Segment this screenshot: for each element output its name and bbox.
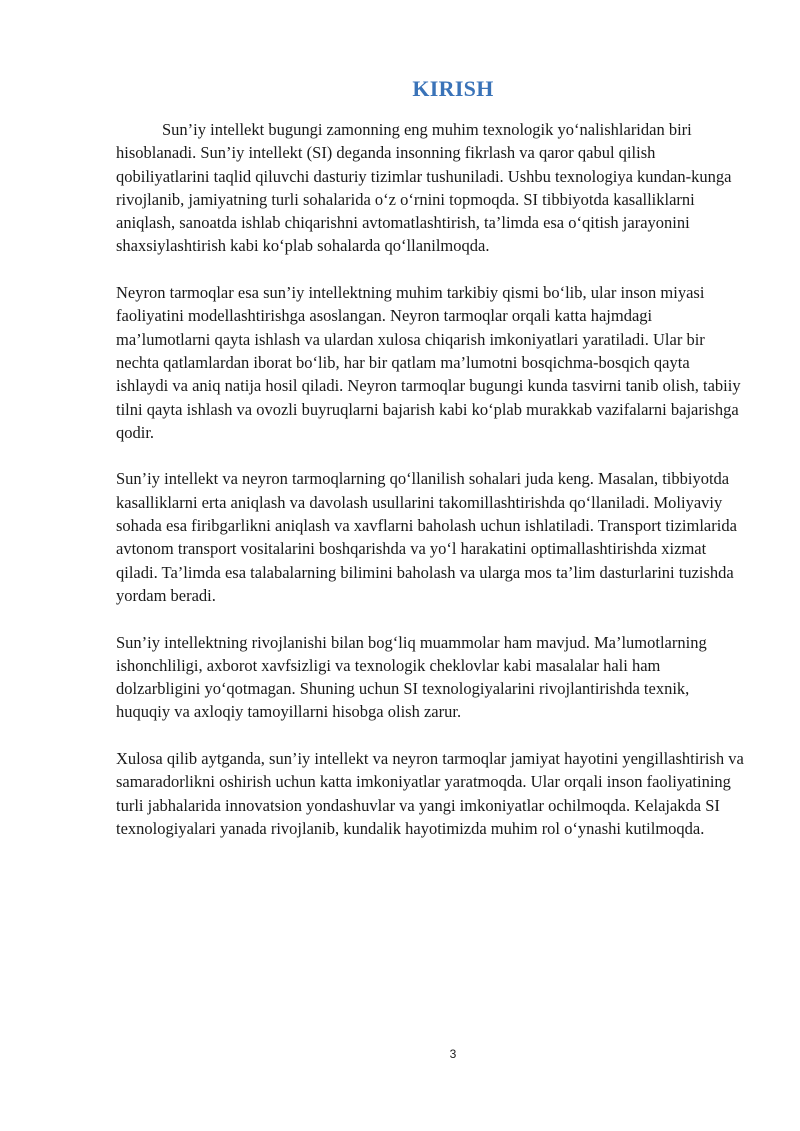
document-body (116, 118, 746, 864)
paragraph-neural-networks: Neyron tarmoqlar esa sun’iy intellektning muhim tarkibiy qismi bo‘lib, ular inson miyasi faoliyatini modellashtirishga asoslangan. Neyron tarmoqlar orqali katta hajmdagi ma’lumotlarni qayta ishlash va ulardan xulosa chiqarish imkoniyatlari yaratiladi. Ular bir nechta qatlamlardan iborat bo‘lib, har bir qatlam ma’lumotni bosqichma-bosqich qayta ishlaydi va aniq natija hosil qiladi. Neyron tarmoqlar bugungi kunda tasvirni tanib olish, tabiiy tilni qayta ishlash va ovozli buyruqlarni bajarish kabi ko‘plab murakkab vazifalarni bajarishga qodir. (116, 283, 741, 442)
paragraph-problems: Sun’iy intellektning rivojlanishi bilan bog‘liq muammolar ham mavjud. Ma’lumotlarning ishonchliligi, axborot xavfsizligi va texnologik cheklovlar kabi masalalar hali ham dolzarbligini yo‘qotmagan. Shuning uchun SI texnologiyalarini rivojlantirishda texnik, huquqiy va axloqiy tamoyillarni hisobga olish zarur. (116, 632, 707, 722)
paragraph-applications: Sun’iy intellekt va neyron tarmoqlarning qo‘llanilish sohalari juda keng. Masalan, tibbiyotda kasalliklarni erta aniqlash va davolash usullarini takomillashtirishda qo‘llaniladi. Moliyaviy sohada esa firibgarlikni aniqlash va xavflarni baholash uchun ishlatiladi. Transport tizimlarida avtonom transport vositalarini boshqarishda va yo‘l harakatini optimallashtirishda xizmat qiladi. Ta’limda esa talabalarning bilimini baholash va ularga mos ta’lim dasturlarini tuzishda yordam beradi. (116, 469, 737, 605)
page-title: KIRISH (412, 76, 494, 101)
paragraph-conclusion: Xulosa qilib aytganda, sun’iy intellekt va neyron tarmoqlar jamiyat hayotini yengillashtirish va samaradorlikni oshirish uchun katta imkoniyatlar yaratmoqda. Ular orqali inson faoliyatining turli jabhalarida innovatsion yondashuvlar va yangi imkoniyatlar ochilmoqda. Kelajakda SI texnologiyalari yanada rivojlanib, kundalik hayotimizda muhim rol o‘ynashi kutilmoqda. (116, 749, 744, 838)
paragraph-intro: Sun’iy intellekt bugungi zamonning eng muhim texnologik yo‘nalishlaridan biri hisoblanadi. Sun’iy intellekt (SI) deganda insonning fikrlash va qaror qabul qilish qobiliyatlarini taqlid qiluvchi dasturiy tizimlar tushuniladi. Ushbu texnologiya kundan-kunga rivojlanib, jamiyatning turli sohalarida o‘z o‘rnini topmoqda. SI tibbiyotda kasalliklarni aniqlash, sanoatda ishlab chiqarishni avtomatlashtirish, ta’limda esa o‘qitish jarayonini shaxsiylashtirish kabi ko‘plab sohalarda qo‘llanilmoqda. (116, 120, 732, 256)
page-number: 3 (449, 1047, 457, 1061)
